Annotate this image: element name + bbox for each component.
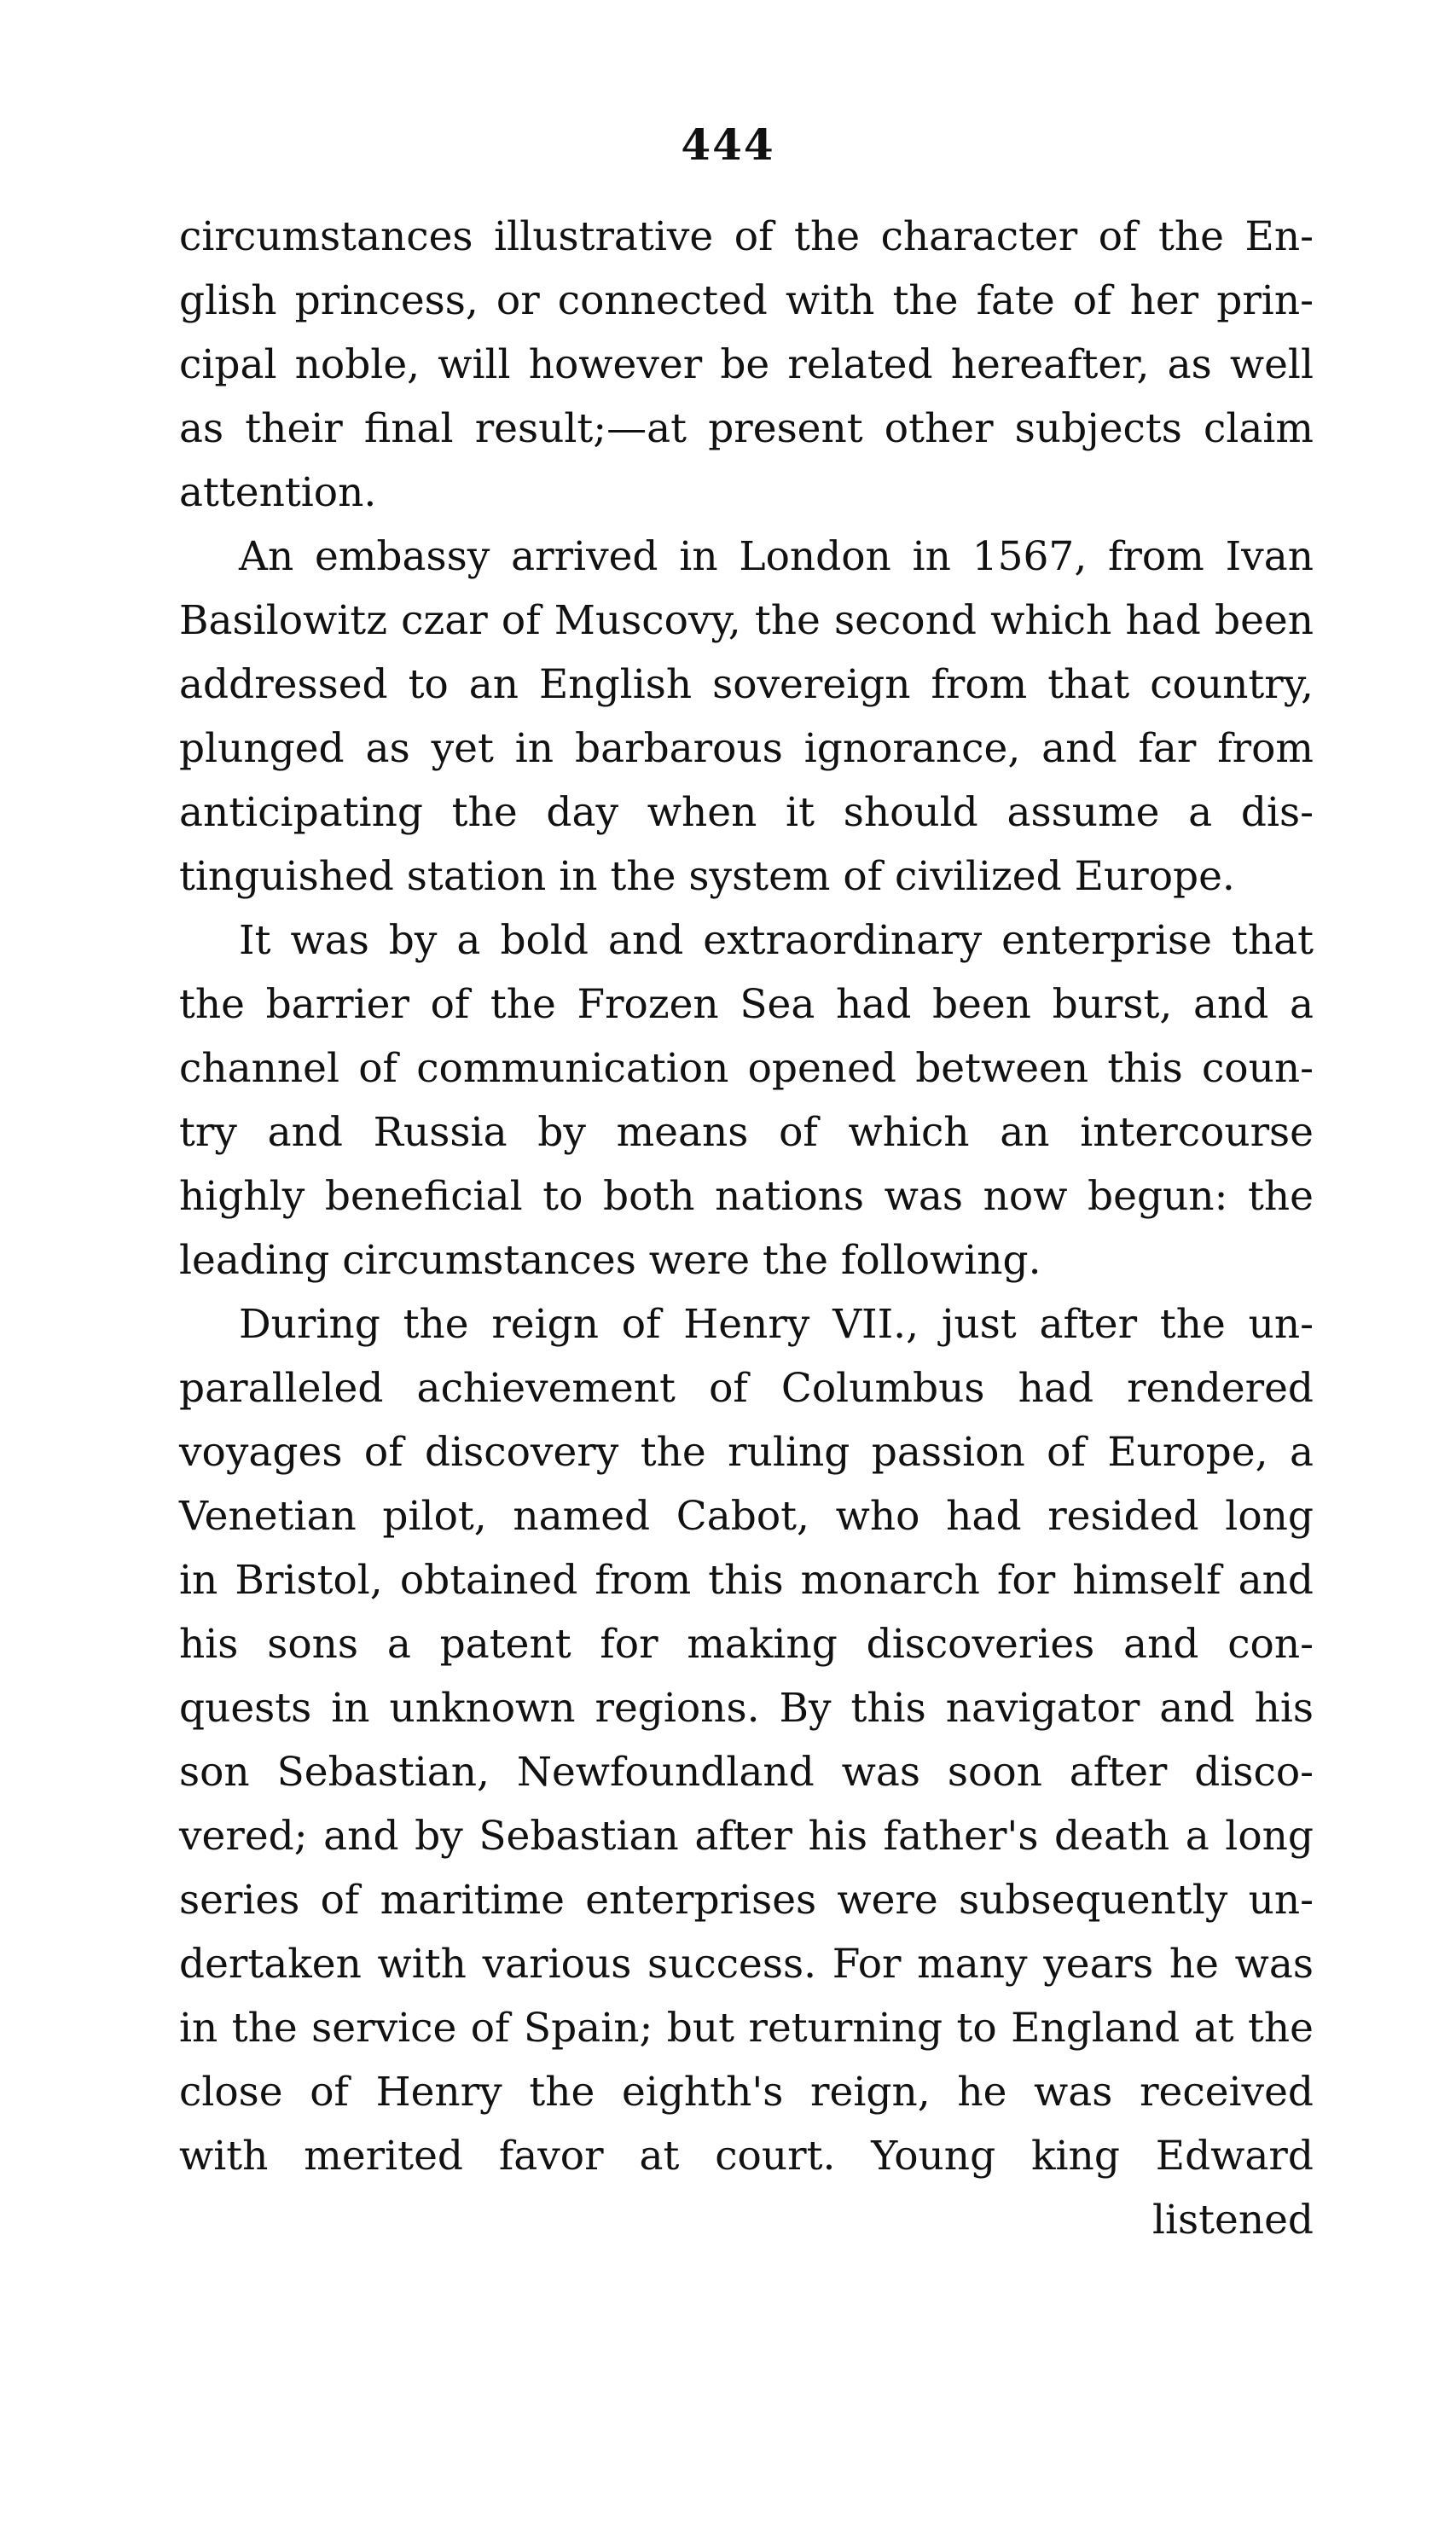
text-line: plunged as yet in barbarous ignorance, and far from bbox=[179, 725, 1314, 772]
text-line: son Sebastian, Newfoundland was soon after disco- bbox=[179, 1749, 1314, 1796]
text-line: circumstances illustrative of the character of the En- bbox=[179, 213, 1314, 260]
text-line: with merited favor at court. Young king Edward bbox=[179, 2133, 1314, 2180]
text-line: leading circumstances were the following. bbox=[179, 1237, 1041, 1284]
text-line: attention. bbox=[179, 469, 377, 516]
text-line: dertaken with various success. For many years he was bbox=[179, 1941, 1314, 1988]
text-line: try and Russia by means of which an intercourse bbox=[179, 1109, 1314, 1156]
text-line: series of maritime enterprises were subsequently un- bbox=[179, 1877, 1314, 1924]
text-line: tinguished station in the system of civilized Europe. bbox=[179, 853, 1235, 900]
text-line: his sons a patent for making discoveries and con- bbox=[179, 1621, 1314, 1668]
text-line: in the service of Spain; but returning to England at the bbox=[179, 2005, 1314, 2052]
text-line: paralleled achievement of Columbus had rendered bbox=[179, 1365, 1314, 1412]
text-line: highly beneficial to both nations was now begun: the bbox=[179, 1173, 1314, 1220]
text-line: An embassy arrived in London in 1567, from Ivan bbox=[239, 533, 1314, 580]
text-line: quests in unknown regions. By this navigator and his bbox=[179, 1685, 1314, 1732]
text-line: It was by a bold and extraordinary enterprise that bbox=[239, 917, 1314, 964]
body-text bbox=[179, 205, 1314, 2252]
text-line: cipal noble, will however be related hereafter, as well bbox=[179, 341, 1314, 388]
text-line: addressed to an English sovereign from that country, bbox=[179, 661, 1314, 708]
catchword: listened bbox=[1151, 2197, 1314, 2244]
text-line: voyages of discovery the ruling passion of Europe, a bbox=[179, 1429, 1314, 1476]
text-line: vered; and by Sebastian after his father's death a long bbox=[179, 1813, 1314, 1860]
text-line: the barrier of the Frozen Sea had been burst, and a bbox=[179, 981, 1314, 1028]
text-line: in Bristol, obtained from this monarch for himself and bbox=[179, 1557, 1314, 1604]
text-line: as their final result;—at present other subjects claim bbox=[179, 405, 1314, 452]
text-line: glish princess, or connected with the fate of her prin- bbox=[179, 277, 1314, 324]
text-line: close of Henry the eighth's reign, he was received bbox=[179, 2069, 1314, 2116]
text-line: During the reign of Henry VII., just after the un- bbox=[239, 1301, 1314, 1348]
text-line: Basilowitz czar of Muscovy, the second which had been bbox=[179, 597, 1314, 644]
text-line: channel of communication opened between this coun- bbox=[179, 1045, 1314, 1092]
text-line: Venetian pilot, named Cabot, who had resided long bbox=[179, 1493, 1314, 1540]
page-number: 444 bbox=[681, 119, 775, 170]
text-line: anticipating the day when it should assume a dis- bbox=[179, 789, 1314, 836]
